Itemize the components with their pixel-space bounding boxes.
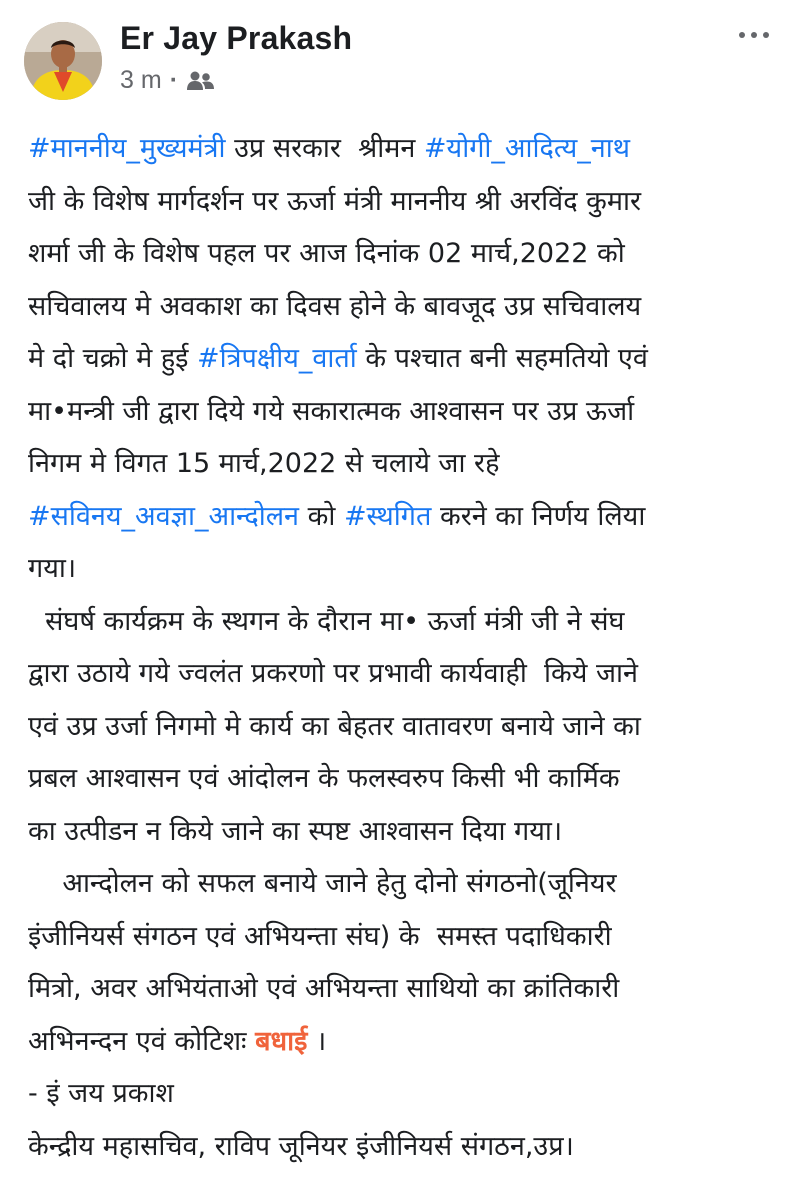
post-text-line [28, 858, 788, 911]
post-text-line [28, 543, 788, 596]
friends-icon[interactable] [186, 69, 216, 93]
post-text-line [28, 438, 788, 491]
hashtag-link[interactable]: #योगी_आदित्य_नाथ [423, 133, 631, 164]
text-segment: आन्दोलन को सफल बनाये जाने हेतु दोनो संगठनो(जूनियर [28, 868, 617, 899]
post-text-line [28, 333, 788, 386]
text-segment: सचिवालय मे अवकाश का दिवस होने के बावजूद उप्र सचिवालय [28, 290, 642, 322]
author-avatar[interactable] [24, 22, 102, 100]
text-segment: को [299, 500, 344, 532]
text-segment: का उत्पीडन न किये जाने का स्पष्ट आश्वासन दिया गया। [28, 815, 563, 847]
hashtag-link[interactable]: #त्रिपक्षीय_वार्ता [197, 343, 357, 374]
text-segment: मे दो चक्रो मे हुई [28, 343, 198, 374]
post-text-line [28, 176, 788, 229]
text-segment: शर्मा जी के विशेष पहल पर आज दिनांक 02 मार्च,2022 को [28, 238, 625, 269]
text-segment: एवं उप्र उर्जा निगमो मे कार्य का बेहतर वातावरण बनाये जाने का [28, 710, 641, 742]
post-text-line [28, 281, 788, 334]
post-text-line [28, 806, 788, 859]
post-text-line [28, 386, 788, 439]
post-text [28, 123, 788, 1173]
hashtag-link[interactable]: #माननीय_मुख्यमंत्री [28, 133, 226, 164]
text-segment: उप्र सरकार श्रीमन [225, 133, 424, 164]
highlighted-text: बधाई [255, 1025, 308, 1057]
text-segment: करने का निर्णय लिया [431, 500, 646, 532]
text-segment: के पश्चात बनी सहमतियो एवं [356, 343, 648, 374]
post-text-line [28, 491, 788, 544]
post-text-line [28, 596, 788, 649]
post-text-line [28, 1121, 788, 1174]
text-segment: मा•मन्त्री जी द्वारा दिये गये सकारात्मक आश्वासन पर उप्र ऊर्जा [28, 395, 635, 427]
post-meta [120, 66, 216, 95]
text-segment: केन्द्रीय महासचिव, राविप जूनियर इंजीनियर्स संगठन,उप्र। [28, 1130, 574, 1162]
post-header [0, 0, 801, 110]
post-text-line [28, 228, 788, 281]
text-segment: जी के विशेष मार्गदर्शन पर ऊर्जा मंत्री माननीय श्री अरविंद कुमार [28, 185, 642, 217]
author-name[interactable]: Er Jay Prakash [120, 20, 353, 56]
text-segment: द्वारा उठाये गये ज्वलंत प्रकरणो पर प्रभावी कार्यवाही किये जाने [28, 658, 639, 689]
post-time[interactable]: 3 m [120, 66, 162, 94]
text-segment: अभिनन्दन एवं कोटिशः [28, 1025, 256, 1057]
text-segment: । [307, 1025, 327, 1057]
text-segment: इंजीनियर्स संगठन एवं अभियन्ता संघ) के समस्त पदाधिकारी [28, 920, 612, 952]
post-text-line [28, 963, 788, 1016]
text-segment: संघर्ष कार्यक्रम के स्थगन के दौरान मा• ऊर्जा मंत्री जी ने संघ [28, 605, 625, 637]
post-text-line [28, 1016, 788, 1069]
post-text-line [28, 701, 788, 754]
hashtag-link[interactable]: #स्थगित [343, 500, 432, 532]
more-options-icon[interactable] [733, 20, 775, 50]
meta-separator: · [169, 66, 179, 94]
post-text-line [28, 753, 788, 806]
post-text-line [28, 911, 788, 964]
post-text-line [28, 123, 788, 176]
text-segment: गया। [28, 553, 77, 584]
text-segment: प्रबल आश्वासन एवं आंदोलन के फलस्वरुप किसी भी कार्मिक [28, 763, 620, 794]
hashtag-link[interactable]: #सविनय_अवज्ञा_आन्दोलन [28, 500, 300, 532]
text-segment: मित्रो, अवर अभियंताओ एवं अभियन्ता साथियो का क्रांतिकारी [28, 973, 620, 1004]
post-text-line [28, 1068, 788, 1121]
post-text-line [28, 648, 788, 701]
text-segment: - इं जय प्रकाश [28, 1078, 174, 1109]
avatar-photo [24, 22, 102, 100]
text-segment: निगम मे विगत 15 मार्च,2022 से चलाये जा रहे [28, 448, 500, 479]
